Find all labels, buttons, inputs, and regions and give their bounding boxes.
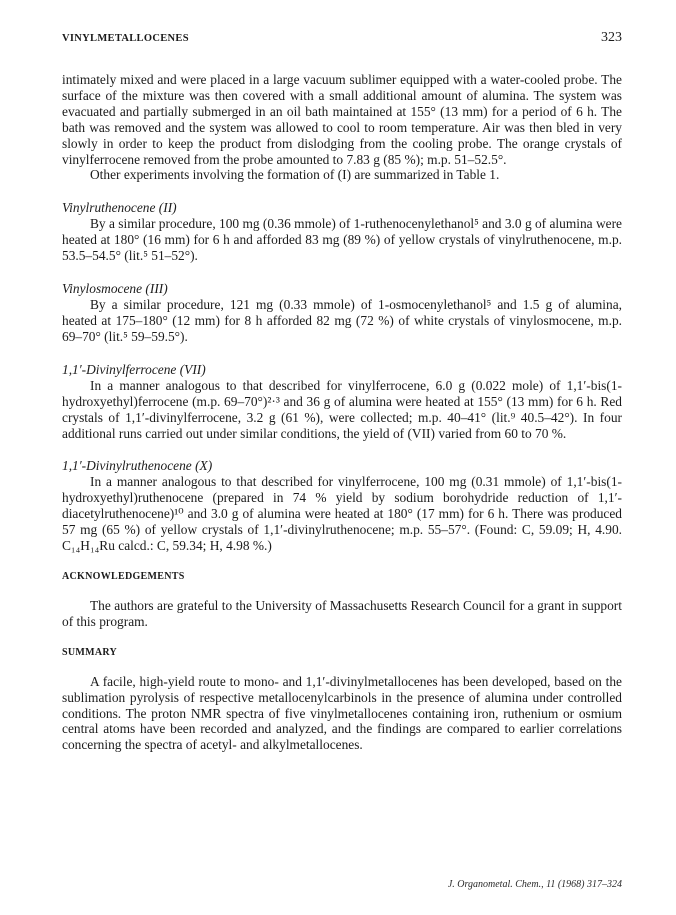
running-title: VINYLMETALLOCENES: [62, 33, 189, 44]
summary-text: A facile, high-yield route to mono- and 1,1′-divinylmetallocenes has been developed, based on the sublimation pyrolysis of respective metallocenylcarbinols in the presence of alumina under controlled conditions. The proton NMR spectra of five vinylmetallocenes containing iron, ruthenium or osmium central atoms have been recorded and analyzed, and the findings are compared to earlier correlations concerning the spectra of acetyl- and alkylmetallocenes.: [62, 673, 622, 753]
running-header: [62, 30, 622, 52]
table-reference-paragraph: Other experiments involving the formation of (I) are summarized in Table 1.: [90, 167, 500, 183]
section-heading-divinylferrocene: 1,1′-Divinylferrocene (VII): [62, 361, 206, 377]
section-text-divinylruthenocene: In a manner analogous to that described for vinylferrocene, 100 mg (0.31 mmole) of 1,1′-bis(1-hydroxyethyl)ruthenocene (prepared in 74 % yield by sodium borohydride reduction of 1,1′-diacetylruthenocene)¹⁰ and 3.0 g of alumina were heated at 180° (17 mm) for 6 h. There was produced 57 mg (65 %) of yellow crystals of 1,1′-divinylruthenocene; m.p. 55–57°. (Found: C, 59.09; H, 4.90. C₁₄H₁₄Ru calcd.: C, 59.34; H, 4.98 %.): [62, 474, 622, 554]
section-heading-divinylruthenocene: 1,1′-Divinylruthenocene (X): [62, 458, 213, 474]
section-text-divinylferrocene: In a manner analogous to that described for vinylferrocene, 6.0 g (0.022 mole) of 1,1′-bis(1-hydroxyethyl)ferrocene (m.p. 69–70°)²·³ and 36 g of alumina were heated at 155° (13 mm) for 6 h. Red crystals of 1,1′-divinylferrocene, 3.2 g (61 %), were collected; m.p. 40–41° (lit.⁹ 40.5–42°). In four additional runs carried out under similar conditions, the yield of (VII) varied from 60 to 70 %.: [62, 377, 622, 441]
acknowledgements-heading: ACKNOWLEDGEMENTS: [62, 570, 185, 582]
journal-citation: J. Organometal. Chem., 11 (1968) 317–324: [447, 879, 622, 890]
page-number: 323: [601, 30, 622, 45]
acknowledgements-text: The authors are grateful to the University of Massachusetts Research Council for a grant in support of this program.: [62, 597, 622, 629]
section-text-vinylosmocene: By a similar procedure, 121 mg (0.33 mmole) of 1-osmocenylethanol⁵ and 1.5 g of alumina, heated at 175–180° (12 mm) for 8 h afforded 82 mg (72 %) of white crystals of vinylosmocene, m.p. 69–70° (lit.⁵ 59–59.5°).: [62, 297, 622, 344]
section-heading-vinylosmocene: Vinylosmocene (III): [62, 281, 168, 297]
journal-page: [62, 30, 622, 753]
section-text-vinylruthenocene: By a similar procedure, 100 mg (0.36 mmole) of 1-ruthenocenylethanol⁵ and 3.0 g of alumina were heated at 180° (16 mm) for 6 h and afforded 83 mg (89 %) of yellow crystals of vinylruthenocene, m.p. 53.5–54.5° (lit.⁵ 51–52°).: [62, 216, 622, 264]
experimental-paragraph: intimately mixed and were placed in a large vacuum sublimer equipped with a water-cooled probe. The surface of the mixture was then covered with a small additional amount of alumina. The system was evacuated and partially submerged in an oil bath maintained at 155° (13 mm) for a period of 6 h. The bath was removed and the system was allowed to cool to room temperature. Air was then bled in very slowly in order to keep the product from dislodging from the cooling probe. The orange crystals of vinylferrocene removed from the probe amounted to 7.83 g (85 %); m.p. 51–52.5°.: [62, 72, 622, 167]
summary-heading: SUMMARY: [62, 646, 118, 658]
section-heading-vinylruthenocene: Vinylruthenocene (II): [62, 200, 177, 216]
